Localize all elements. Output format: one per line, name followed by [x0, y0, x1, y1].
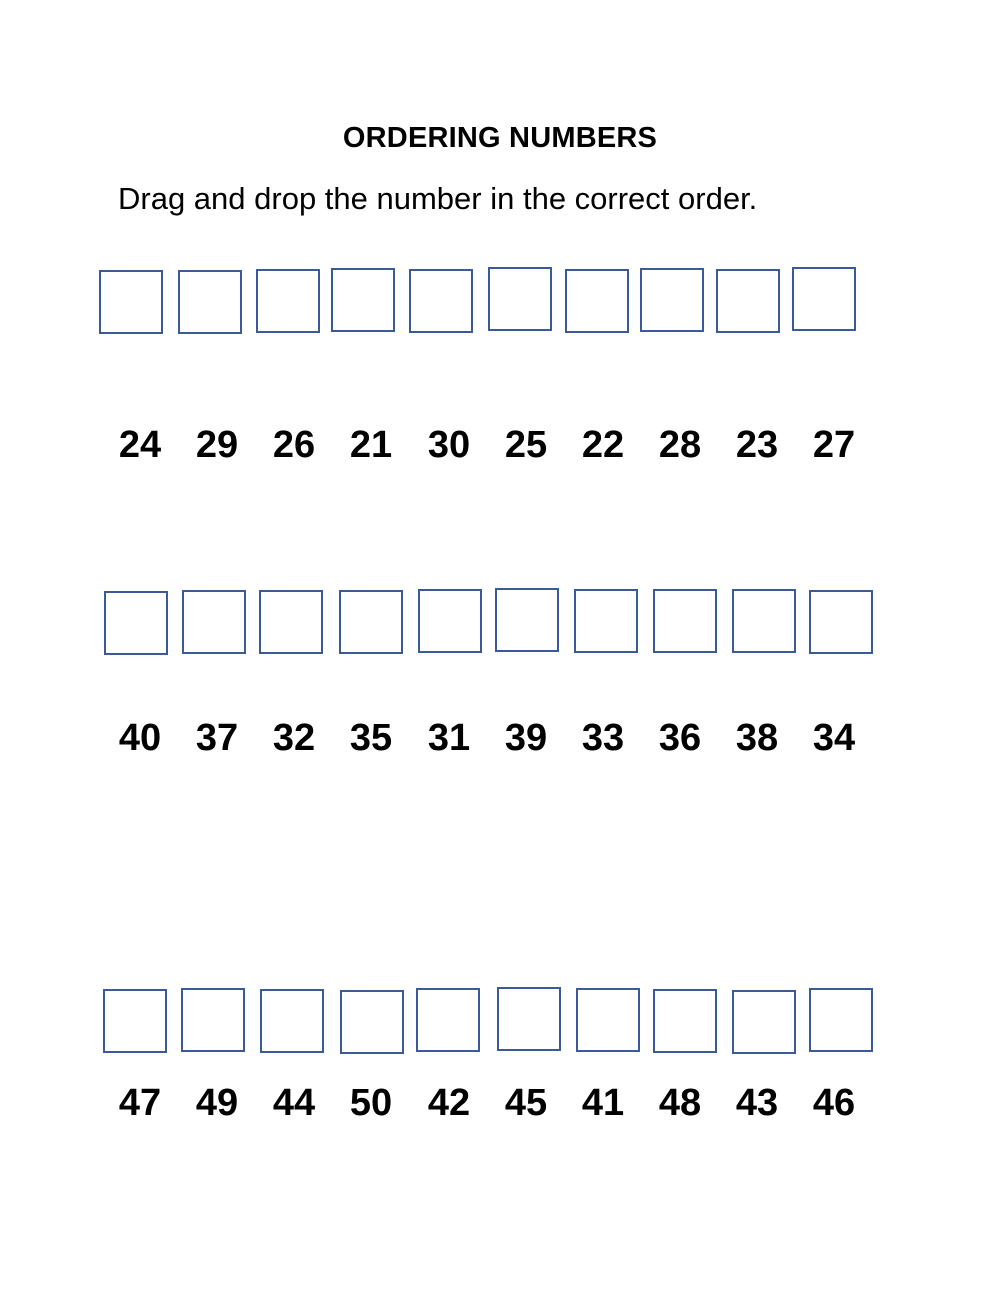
number-tile[interactable]: 38	[735, 717, 779, 759]
drop-slot[interactable]	[640, 268, 704, 332]
drop-slot[interactable]	[653, 989, 717, 1053]
drop-slot[interactable]	[574, 589, 638, 653]
number-tile[interactable]: 26	[272, 424, 316, 466]
page-title: ORDERING NUMBERS	[342, 122, 658, 154]
number-tile[interactable]: 45	[504, 1082, 548, 1124]
number-tile[interactable]: 42	[427, 1082, 471, 1124]
number-tile[interactable]: 31	[427, 717, 471, 759]
number-tile[interactable]: 27	[812, 424, 856, 466]
number-tile[interactable]: 33	[581, 717, 625, 759]
drop-slot[interactable]	[331, 268, 395, 332]
drop-slot[interactable]	[716, 269, 780, 333]
drop-slot[interactable]	[340, 990, 404, 1054]
drop-slot[interactable]	[809, 590, 873, 654]
number-tile[interactable]: 36	[658, 717, 702, 759]
drop-slot[interactable]	[792, 267, 856, 331]
number-tile[interactable]: 43	[735, 1082, 779, 1124]
drop-slot[interactable]	[182, 590, 246, 654]
number-tile[interactable]: 41	[581, 1082, 625, 1124]
drop-slot[interactable]	[416, 988, 480, 1052]
drop-slot[interactable]	[732, 589, 796, 653]
number-tile[interactable]: 39	[504, 717, 548, 759]
number-tile[interactable]: 40	[118, 717, 162, 759]
drop-slot[interactable]	[259, 590, 323, 654]
number-tile[interactable]: 50	[349, 1082, 393, 1124]
number-tile[interactable]: 29	[195, 424, 239, 466]
number-tile[interactable]: 35	[349, 717, 393, 759]
number-tile[interactable]: 25	[504, 424, 548, 466]
instruction-text: Drag and drop the number in the correct order.	[118, 181, 758, 216]
drop-slot[interactable]	[99, 270, 163, 334]
number-tile[interactable]: 49	[195, 1082, 239, 1124]
drop-slot[interactable]	[565, 269, 629, 333]
number-tile[interactable]: 32	[272, 717, 316, 759]
number-tile[interactable]: 47	[118, 1082, 162, 1124]
drop-slot[interactable]	[809, 988, 873, 1052]
drop-slot[interactable]	[181, 988, 245, 1052]
number-tile[interactable]: 23	[735, 424, 779, 466]
number-tile[interactable]: 48	[658, 1082, 702, 1124]
number-tile[interactable]: 28	[658, 424, 702, 466]
drop-slot[interactable]	[497, 987, 561, 1051]
drop-slot[interactable]	[488, 267, 552, 331]
drop-slot[interactable]	[339, 590, 403, 654]
drop-slot[interactable]	[260, 989, 324, 1053]
drop-slot[interactable]	[409, 269, 473, 333]
drop-slot[interactable]	[653, 589, 717, 653]
number-tile[interactable]: 24	[118, 424, 162, 466]
number-tile[interactable]: 37	[195, 717, 239, 759]
drop-slot[interactable]	[418, 589, 482, 653]
drop-slot[interactable]	[732, 990, 796, 1054]
drop-slot[interactable]	[103, 989, 167, 1053]
number-tile[interactable]: 34	[812, 717, 856, 759]
drop-slot[interactable]	[576, 988, 640, 1052]
drop-slot[interactable]	[104, 591, 168, 655]
number-tile[interactable]: 46	[812, 1082, 856, 1124]
drop-slot[interactable]	[256, 269, 320, 333]
number-tile[interactable]: 30	[427, 424, 471, 466]
number-tile[interactable]: 22	[581, 424, 625, 466]
number-tile[interactable]: 44	[272, 1082, 316, 1124]
drop-slot[interactable]	[495, 588, 559, 652]
number-tile[interactable]: 21	[349, 424, 393, 466]
drop-slot[interactable]	[178, 270, 242, 334]
